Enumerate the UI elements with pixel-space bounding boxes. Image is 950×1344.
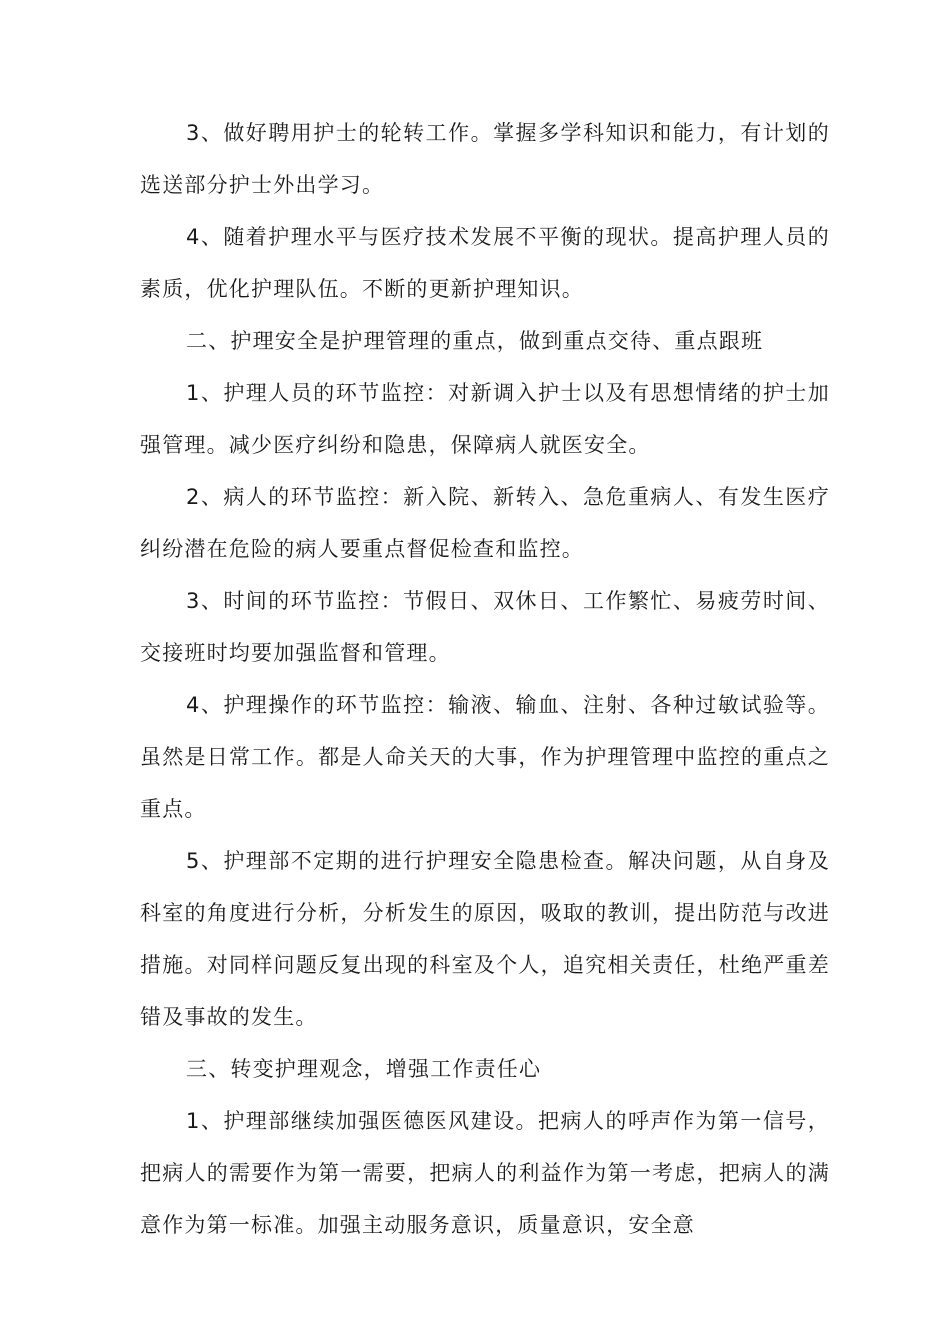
paragraph-safety-inspection: 5、护理部不定期的进行护理安全隐患检查。解决问题，从自身及科室的角度进行分析，分析发生的原因，吸取的教训，提出防范与改进措施。对同样问题反复出现的科室及个人，追究相关责任，杜绝严重差错及事故的发生。	[140, 849, 830, 1029]
paragraph-staff-monitoring: 1、护理人员的环节监控：对新调入护士以及有思想情绪的护士加强管理。减少医疗纠纷和隐患，保障病人就医安全。	[140, 381, 830, 457]
paragraph-operation-monitoring: 4、护理操作的环节监控：输液、输血、注射、各种过敏试验等。虽然是日常工作。都是人命关天的大事，作为护理管理中监控的重点之重点。	[140, 693, 830, 821]
paragraph-staff-quality: 4、随着护理水平与医疗技术发展不平衡的现状。提高护理人员的素质，优化护理队伍。不断的更新护理知识。	[140, 225, 830, 301]
paragraph-time-monitoring: 3、时间的环节监控：节假日、双休日、工作繁忙、易疲劳时间、交接班时均要加强监督和管理。	[140, 589, 830, 665]
section-heading-safety: 二、护理安全是护理管理的重点，做到重点交待、重点跟班	[186, 329, 764, 353]
paragraph-rotation-training: 3、做好聘用护士的轮转工作。掌握多学科知识和能力，有计划的选送部分护士外出学习。	[140, 121, 830, 197]
paragraph-ethics-building: 1、护理部继续加强医德医风建设。把病人的呼声作为第一信号，把病人的需要作为第一需要，把病人的利益作为第一考虑，把病人的满意作为第一标准。加强主动服务意识，质量意识，安全意	[140, 1109, 830, 1237]
document-body	[140, 107, 830, 1251]
section-heading-responsibility: 三、转变护理观念，增强工作责任心	[186, 1057, 542, 1081]
paragraph-patient-monitoring: 2、病人的环节监控：新入院、新转入、急危重病人、有发生医疗纠纷潜在危险的病人要重点督促检查和监控。	[140, 485, 830, 561]
